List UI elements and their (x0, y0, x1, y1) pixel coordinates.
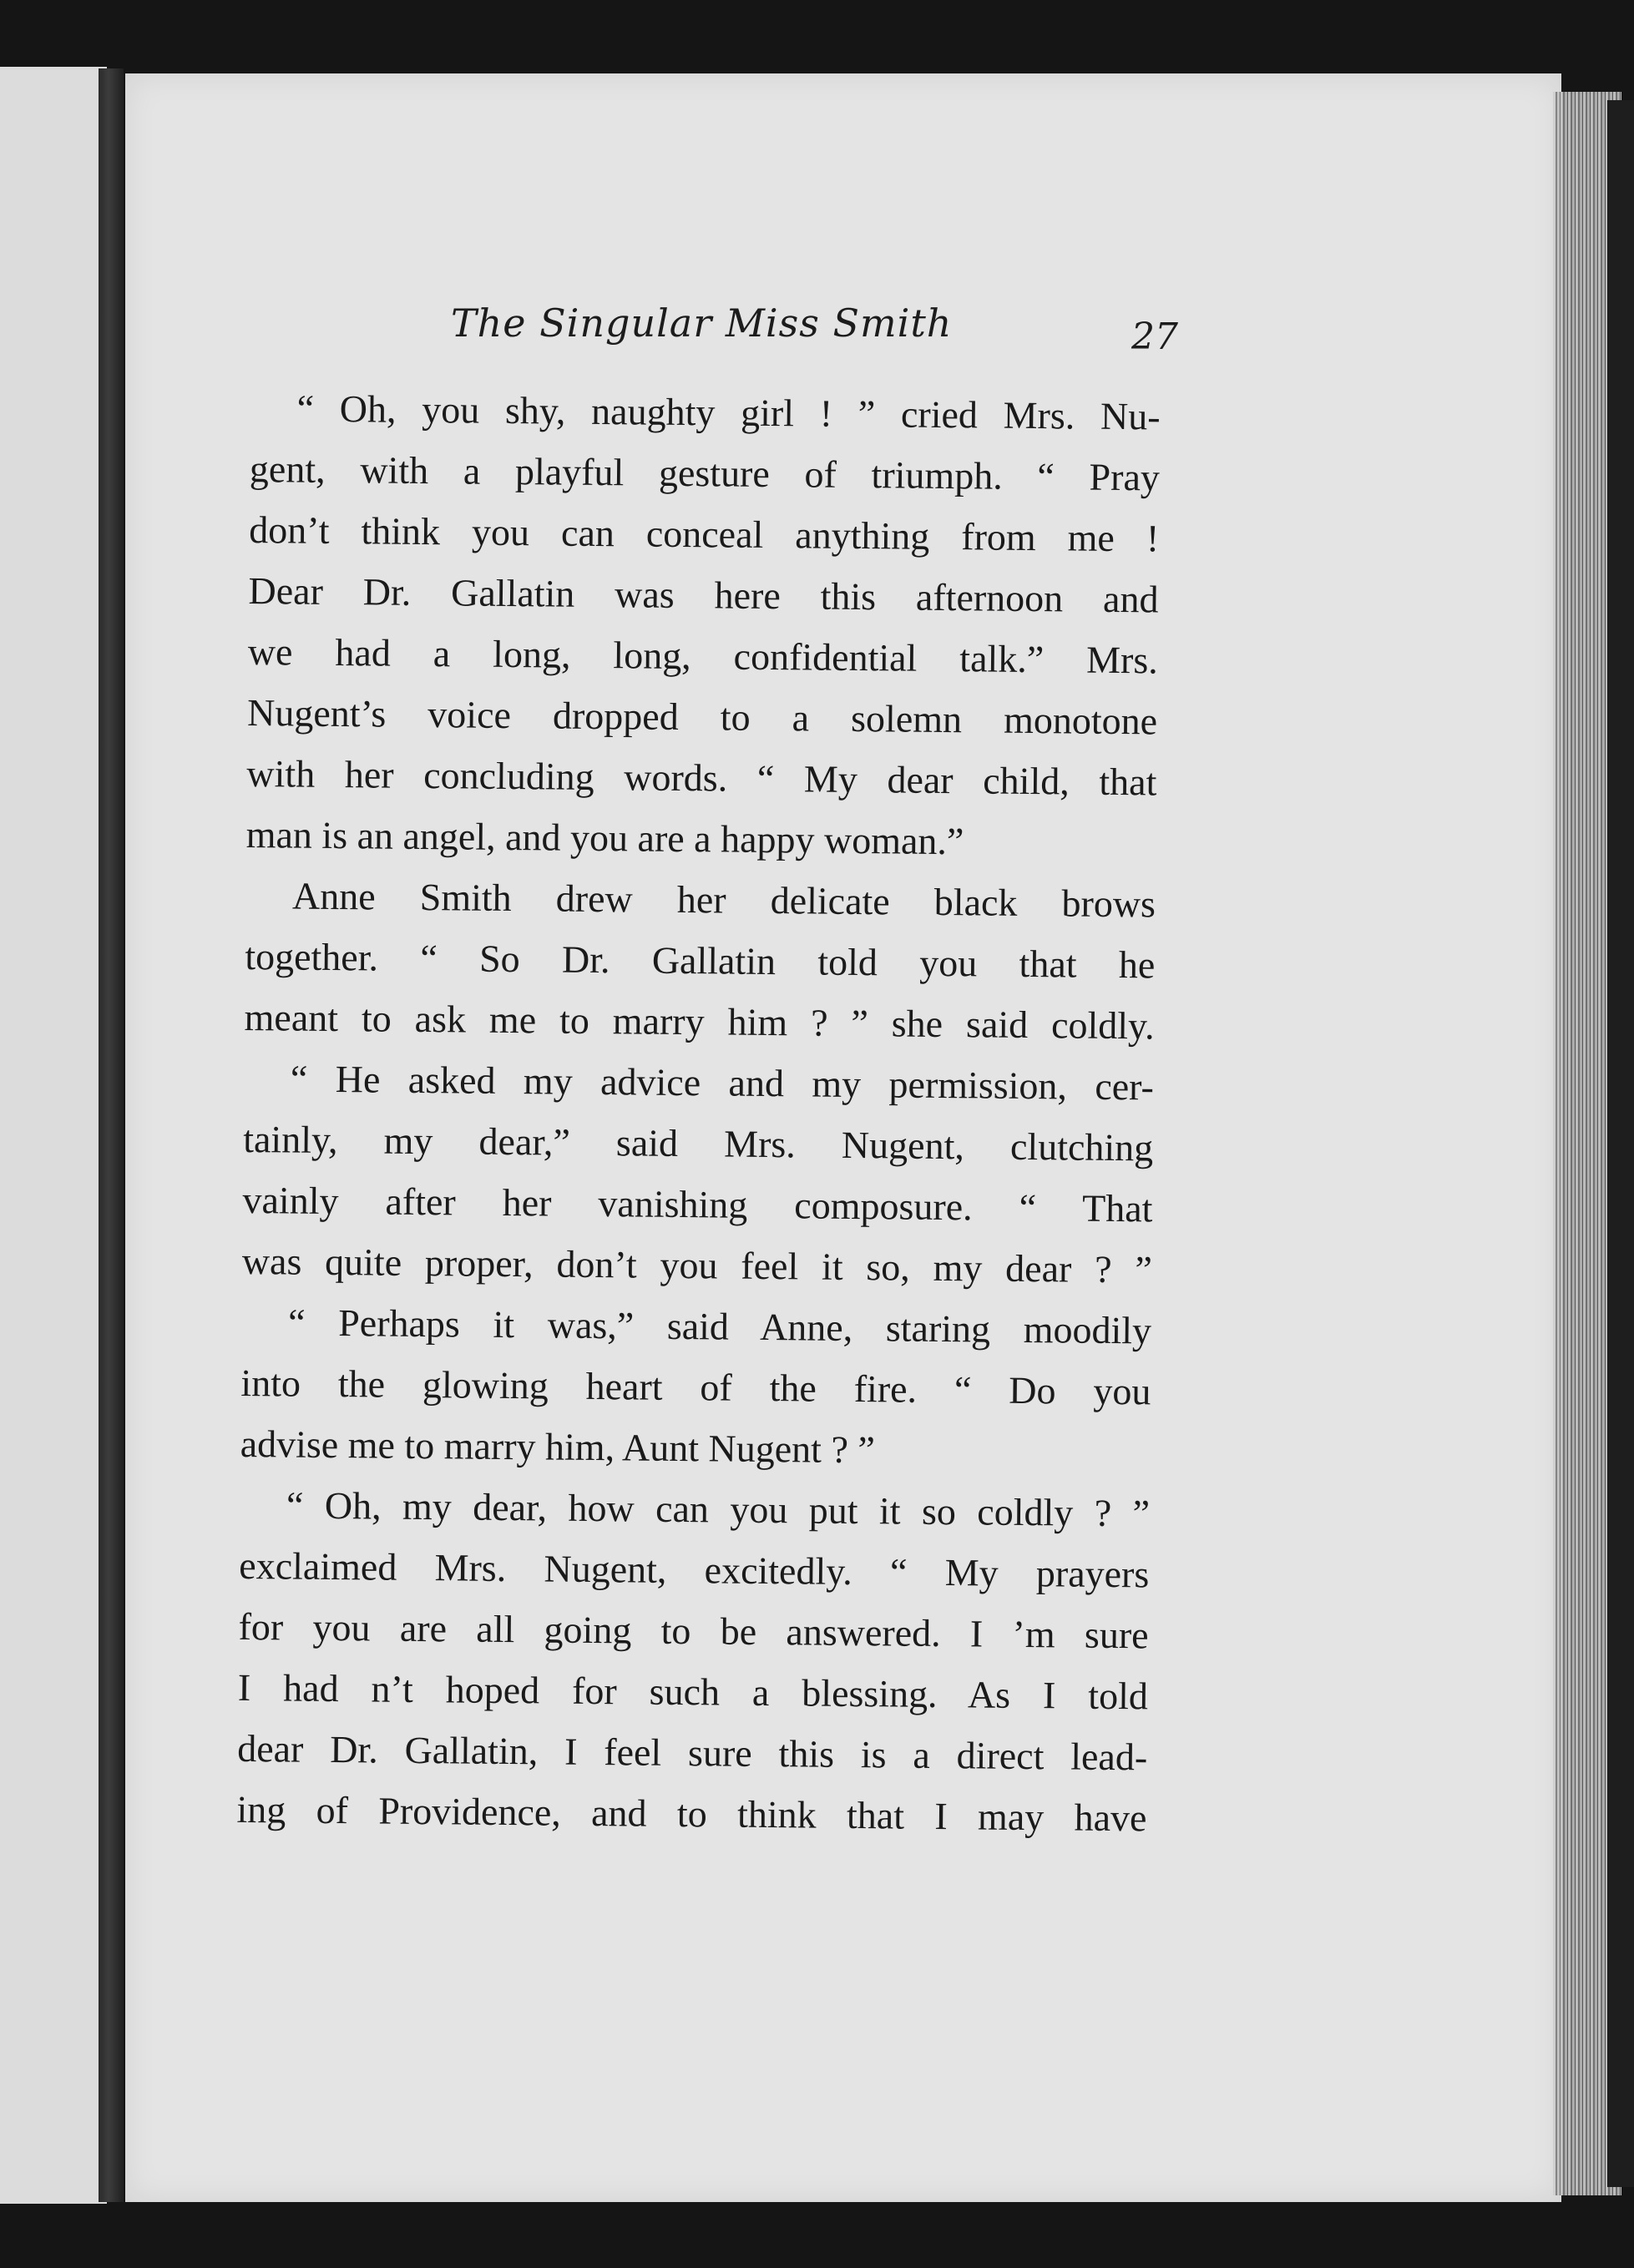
facing-page-edge (0, 67, 107, 2204)
text-line: Dear Dr. Gallatin was here this afternoon and (248, 568, 1159, 621)
text-line: “ Perhaps it was,” said Anne, staring moodily (287, 1301, 1152, 1352)
text-line: I had n’t hoped for such a blessing. As I told (237, 1665, 1149, 1718)
text-line: Anne Smith drew her delicate black brows (291, 874, 1156, 926)
text-line: gent, with a playful gesture of triumph. “ Pray (249, 447, 1161, 499)
text-line: exclaimed Mrs. Nugent, excitedly. “ My prayers (239, 1543, 1150, 1596)
text-line: tainly, my dear,” said Mrs. Nugent, clutching (242, 1117, 1154, 1169)
text-line: into the glowing heart of the fire. “ Do you (240, 1361, 1151, 1413)
text-line: dear Dr. Gallatin, I feel sure this is a direct lead- (236, 1726, 1148, 1779)
text-line: together. “ So Dr. Gallatin told you that he (245, 934, 1156, 987)
text-line: ing of Providence, and to think that I may have (236, 1787, 1147, 1840)
page-number: 27 (1131, 316, 1178, 358)
text-line: Nugent’s voice dropped to a solemn monotone (246, 690, 1158, 743)
text-line: we had a long, long, confidential talk.” Mrs. (247, 629, 1159, 682)
book-cover-edge (1607, 100, 1634, 2187)
text-line: “ He asked my advice and my permission, cer- (290, 1057, 1155, 1109)
text-line: vainly after her vanishing composure. “ That (242, 1178, 1153, 1230)
text-line: advise me to marry him, Aunt Nugent ? ” (240, 1422, 876, 1472)
text-line: “ Oh, my dear, how can you put it so coldly ? ” (286, 1483, 1151, 1535)
text-line: with her concluding words. “ My dear child, that (246, 751, 1157, 804)
body-text (236, 377, 1161, 1848)
book-gutter (99, 68, 124, 2202)
text-line: was quite proper, don’t you feel it so, my dear ? ” (241, 1239, 1153, 1291)
text-line: don’t think you can conceal anything from me ! (249, 508, 1160, 560)
running-head: The Singular Miss Smith (451, 301, 953, 346)
text-line: “ Oh, you shy, naughty girl ! ” cried Mrs. Nu- (296, 386, 1161, 438)
text-line: for you are all going to be answered. I ’m sure (238, 1604, 1149, 1657)
text-line: man is an angel, and you are a happy woman.” (245, 812, 964, 863)
text-line: meant to ask me to marry him ? ” she said coldly. (244, 995, 1155, 1048)
